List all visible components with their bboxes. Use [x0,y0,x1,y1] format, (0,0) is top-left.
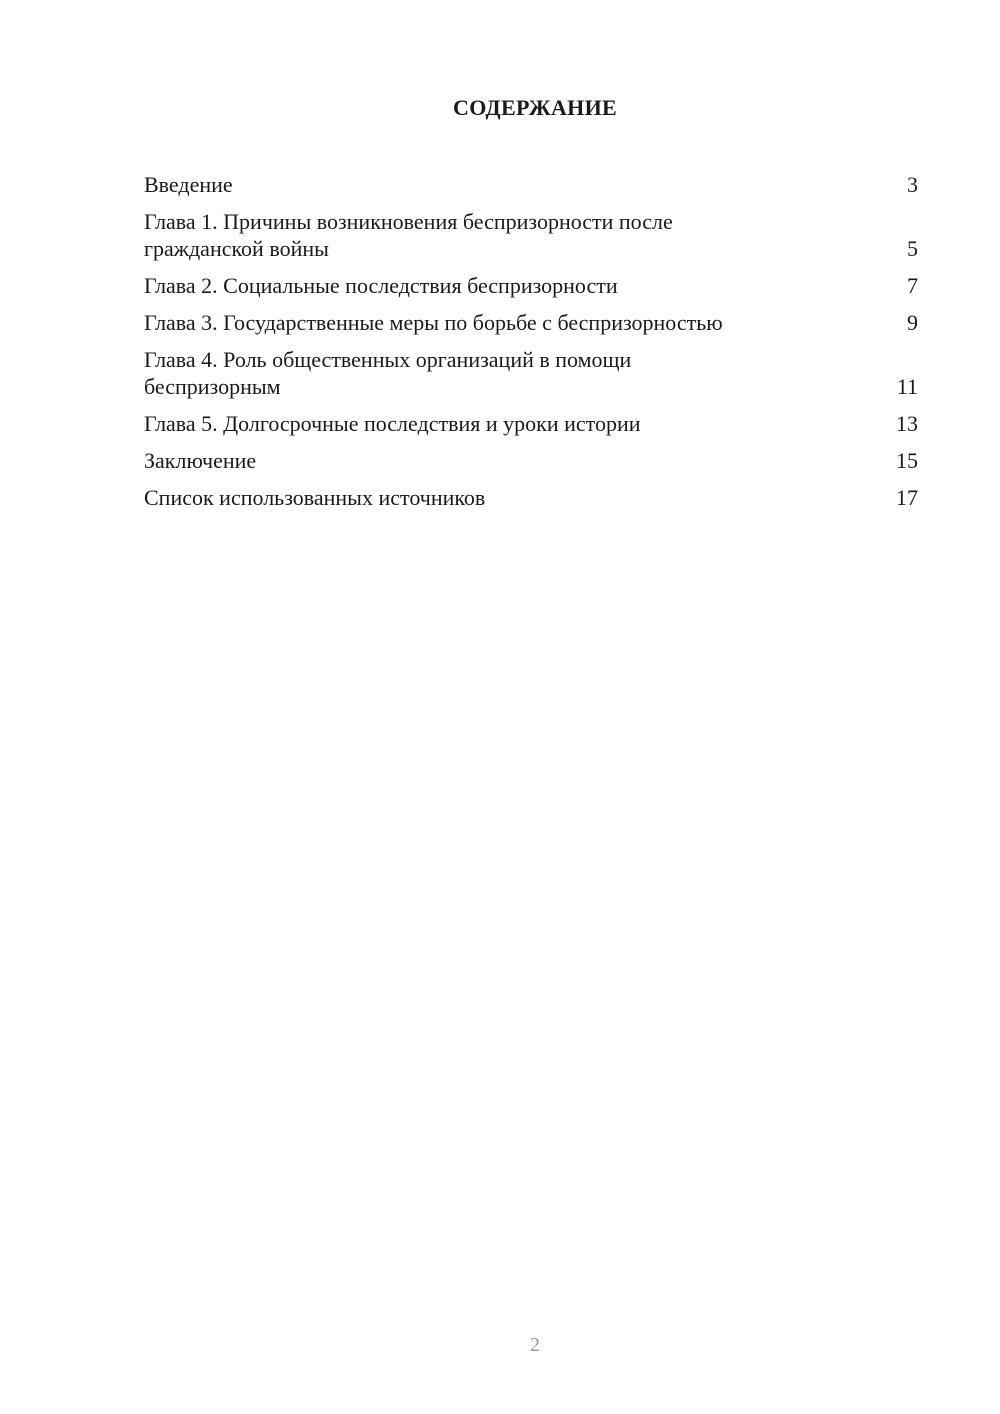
toc-entry-introduction[interactable] [144,171,918,198]
toc-entry-label: Список использованных источников [144,485,486,510]
toc-entry-page: 13 [896,411,918,436]
table-of-contents [144,171,918,521]
toc-entry-conclusion[interactable] [144,447,918,474]
toc-entry-label: Заключение [144,448,257,473]
toc-entry-page: 7 [907,273,918,298]
toc-entry-chapter-1[interactable] [144,208,918,262]
toc-entry-chapter-4[interactable] [144,346,918,400]
toc-entry-page: 9 [907,310,918,335]
toc-entry-label: Глава 2. Социальные последствия беспризорности [144,273,618,298]
toc-entry-label: Глава 1. Причины возникновения беспризорности после гражданской войны [144,209,673,261]
toc-entry-page: 3 [907,172,918,197]
toc-entry-label: Глава 4. Роль общественных организаций в помощи беспризорным [144,347,632,399]
toc-heading: СОДЕРЖАНИЕ [453,95,617,120]
toc-entry-label: Глава 5. Долгосрочные последствия и уроки истории [144,411,641,436]
toc-entry-page: 15 [896,448,918,473]
toc-entry-chapter-5[interactable] [144,410,918,437]
toc-entry-chapter-2[interactable] [144,272,918,299]
toc-entry-page: 11 [896,374,918,399]
page-number: 2 [530,1334,540,1356]
toc-entry-label: Глава 3. Государственные меры по борьбе с беспризорностью [144,310,723,335]
toc-entry-page: 17 [896,485,918,510]
toc-entry-chapter-3[interactable] [144,309,918,336]
toc-entry-label: Введение [144,172,233,197]
toc-entry-page: 5 [907,236,918,261]
toc-entry-references[interactable] [144,484,918,511]
